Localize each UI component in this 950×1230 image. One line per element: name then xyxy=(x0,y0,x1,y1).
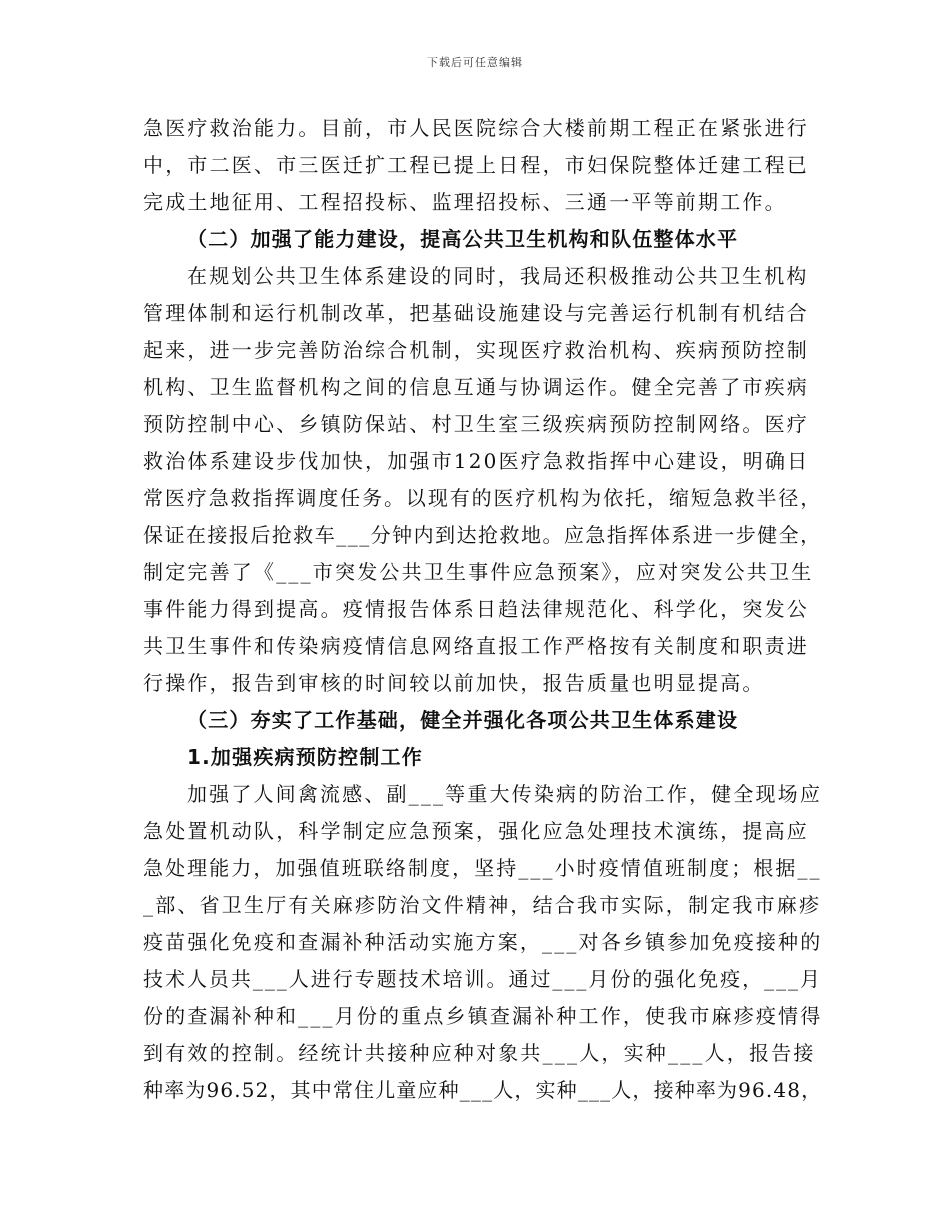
section-heading: （三）夯实了工作基础，健全并强化各项公共卫生体系建设 xyxy=(187,708,739,732)
text-line: 机构、卫生监督机构之间的信息互通与协调运作。健全完善了市疾病 xyxy=(143,375,809,399)
text-line: 完成土地征用、工程招投标、监理招投标、三通一平等前期工作。 xyxy=(143,190,787,214)
text-line: 行操作，报告到审核的时间较以前加快，报告质量也明显提高。 xyxy=(143,671,765,695)
text-line: 在规划公共卫生体系建设的同时，我局还积极推动公共卫生机构 xyxy=(187,264,809,288)
subsection-heading: 1.加强疾病预防控制工作 xyxy=(187,745,423,769)
text-line: 共卫生事件和传染病疫情信息网络直报工作严格按有关制度和职责进 xyxy=(143,634,809,658)
text-line: 到有效的控制。经统计共接种应种对象共___人，实种___人，报告接 xyxy=(143,1041,816,1065)
text-line: 预防控制中心、乡镇防保站、村卫生室三级疾病预防控制网络。医疗 xyxy=(143,412,809,436)
text-line: 起来，进一步完善防治综合机制，实现医疗救治机构、疾病预防控制 xyxy=(143,338,809,362)
text-line: 急处理能力，加强值班联络制度，坚持___小时疫情值班制度；根据__ xyxy=(143,856,822,880)
text-line: 急处置机动队，科学制定应急预案，强化应急处理技术演练，提高应 xyxy=(143,819,809,843)
text-line: 事件能力得到提高。疫情报告体系日趋法律规范化、科学化，突发公 xyxy=(143,597,809,621)
text-line: 常医疗急救指挥调度任务。以现有的医疗机构为依托，缩短急救半径， xyxy=(143,486,823,510)
text-line: 份的查漏补种和___月份的重点乡镇查漏补种工作，使我市麻疹疫情得 xyxy=(143,1004,823,1028)
text-line: 技术人员共___人进行专题技术培训。通过___月份的强化免疫，___月 xyxy=(143,967,822,991)
text-line: 急医疗救治能力。目前，市人民医院综合大楼前期工程正在紧张进行 xyxy=(143,116,809,140)
text-line: _部、省卫生厅有关麻疹防治文件精神，结合我市实际，制定我市麻疹 xyxy=(143,893,822,917)
section-heading: （二）加强了能力建设，提高公共卫生机构和队伍整体水平 xyxy=(187,227,739,251)
text-line: 管理体制和运行机制改革，把基础设施建设与完善运行机制有机结合 xyxy=(143,301,809,325)
text-line: 中，市二医、市三医迁扩工程已提上日程，市妇保院整体迁建工程已 xyxy=(143,153,809,177)
text-line: 救治体系建设步伐加快，加强市120医疗急救指挥中心建设，明确日 xyxy=(143,449,810,473)
text-line: 疫苗强化免疫和查漏补种活动实施方案，___对各乡镇参加免疫接种的 xyxy=(143,930,823,954)
page-header: 下载后可任意编辑 xyxy=(427,56,523,69)
text-line: 制定完善了《___市突发公共卫生事件应急预案》，应对突发公共卫生 xyxy=(143,560,814,584)
text-line: 保证在接报后抢救车___分钟内到达抢救地。应急指挥体系进一步健全， xyxy=(143,523,822,547)
text-line: 种率为96.52，其中常住儿童应种___人，实种___人，接种率为96.48， xyxy=(143,1078,823,1102)
text-line: 加强了人间禽流感、副___等重大传染病的防治工作，健全现场应 xyxy=(187,782,822,806)
